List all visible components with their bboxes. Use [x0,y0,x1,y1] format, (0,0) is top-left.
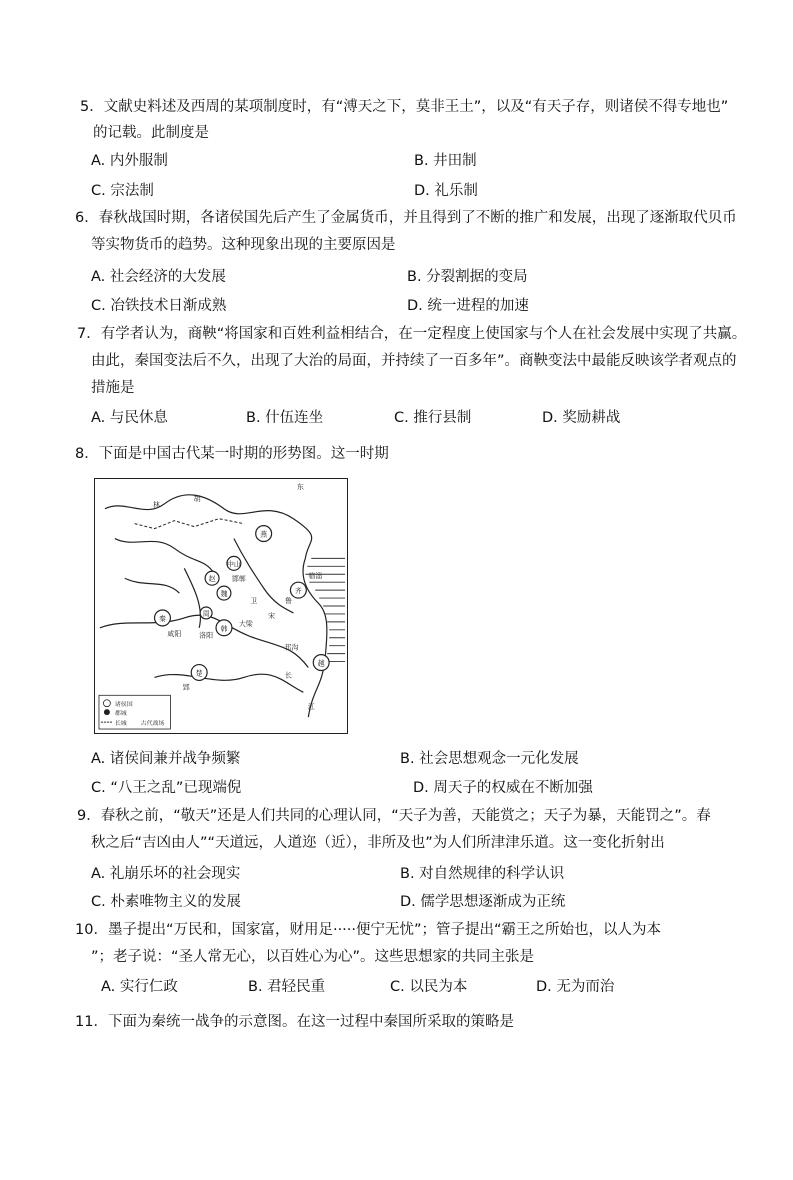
q8-option-b: B. 社会思想观念一元化发展 [400,751,579,767]
q7-option-b: B. 什伍连坐 [246,410,324,426]
map-label: 魏 [220,590,228,599]
q6-option-c: C. 冶铁技术日渐成熟 [91,298,227,314]
q10-option-c: C. 以民为本 [390,979,468,995]
borders [100,495,327,717]
q9-stem-line-2: 秋之后“吉凶由人”“天道远，人道迩（近），非所及也”为人们所津津乐道。这一变化折射出 [91,835,665,851]
map-graphic [95,479,347,733]
q10-stem-line-1: 10．墨子提出“万民和，国家富，财用足·····便宁无忧”；管子提出“霸王之所始也，以人为本 [75,922,662,938]
map-label: 大梁 [238,619,253,628]
q6-stem-line-2: 等实物货币的趋势。这种现象出现的主要原因是 [91,237,396,253]
map-label: 韩 [220,624,228,633]
q7-option-d: D. 奖励耕战 [542,410,621,426]
q6-option-a: A. 社会经济的大发展 [91,269,226,285]
map-label: 咸阳 [167,629,182,638]
map-label: 洛阳 [199,631,214,640]
legend-label: 诸侯国 [114,701,133,709]
map-label: 东 [296,482,304,491]
map-label: 中山 [226,560,241,569]
legend-label: 长城 [114,720,127,728]
map-label: 赵 [208,575,216,584]
q6-option-d: D. 统一进程的加速 [407,298,529,314]
q9-stem-line-1: 9．春秋之前，“敬天”还是人们共同的心理认同，“天子为善，天能赏之；天子为暴，天能罚之”。春 [77,808,711,824]
legend-label: 都城 [114,710,127,718]
q7-option-c: C. 推行县制 [394,410,472,426]
state-circles [155,526,330,681]
map-label: 楚 [195,669,203,678]
q8-option-d: D. 周天子的权威在不断加强 [413,780,593,796]
q8-option-c: C. “八王之乱”已现端倪 [91,780,242,796]
q8-option-a: A. 诸侯间兼并战争频繁 [91,751,241,767]
map-label: 鲁 [284,597,292,606]
map-label: 邯郸 [231,575,246,584]
q10-option-d: D. 无为而治 [536,979,615,995]
map-label: 临淄 [308,572,323,581]
map-label: 越 [317,659,325,668]
q9-option-c: C. 朴素唯物主义的发展 [91,894,241,910]
q10-option-b: B. 君轻民重 [248,979,326,995]
map-label: 林 [153,500,160,509]
q6-stem-line-1: 6．春秋战国时期，各诸侯国先后产生了金属货币，并且得到了不断的推广和发展，出现了逐渐取代贝币 [75,210,737,226]
map-label: 宋 [268,611,276,620]
q5-option-a: A. 内外服制 [91,153,168,169]
legend-label: 古代战场 [140,720,165,728]
q11-stem-line-1: 11．下面为秦统一战争的示意图。在这一过程中秦国所采取的策略是 [75,1014,514,1030]
q7-stem-line-3: 措施是 [91,380,135,396]
great-wall-line [135,519,244,529]
map-label: 邗沟 [284,643,299,652]
q5-option-d: D. 礼乐制 [414,183,478,199]
q5-option-b: B. 井田制 [414,153,477,169]
q9-option-b: B. 对自然规律的科学认识 [400,866,565,882]
q10-stem-line-2: ”；老子说：“圣人常无心，以百姓心为心”。这些思想家的共同主张是 [91,949,535,965]
map-label: 江 [307,703,315,712]
map-label: 卫 [250,597,258,606]
map-label: 秦 [158,614,166,623]
q6-option-b: B. 分裂割据的变局 [407,269,528,285]
q5-stem-line-1: 5．文献史料述及西周的某项制度时，有“溥天之下，莫非王土”，以及“有天子存，则诸侯不得专地也” [80,99,729,115]
map-label: 周 [202,609,210,618]
q9-option-d: D. 儒学思想逐渐成为正统 [400,894,566,910]
map-label: 齐 [294,587,302,596]
q7-stem-line-1: 7．有学者认为，商鞅“将国家和百姓利益相结合，在一定程度上使国家与个人在社会发展中实现了共赢。 [77,326,747,342]
q10-option-a: A. 实行仁政 [101,979,178,995]
q7-stem-line-2: 由此，秦国变法后不久，出现了大治的局面，并持续了一百多年”。商鞅变法中最能反映该学者观点的 [91,353,737,369]
q7-option-a: A. 与民休息 [91,410,168,426]
map-label: 郢 [182,683,190,692]
q5-option-c: C. 宗法制 [91,183,154,199]
historical-situation-map [94,478,348,734]
map-legend [99,695,170,729]
map-label: 长 [284,671,292,680]
q5-stem-line-2: 的记载。此制度是 [93,125,209,141]
q9-option-a: A. 礼崩乐坏的社会现实 [91,866,241,882]
q8-stem-line-1: 8．下面是中国古代某一时期的形势图。这一时期 [75,446,389,462]
map-label: 燕 [260,530,268,539]
map-label: 胡 [193,494,201,503]
